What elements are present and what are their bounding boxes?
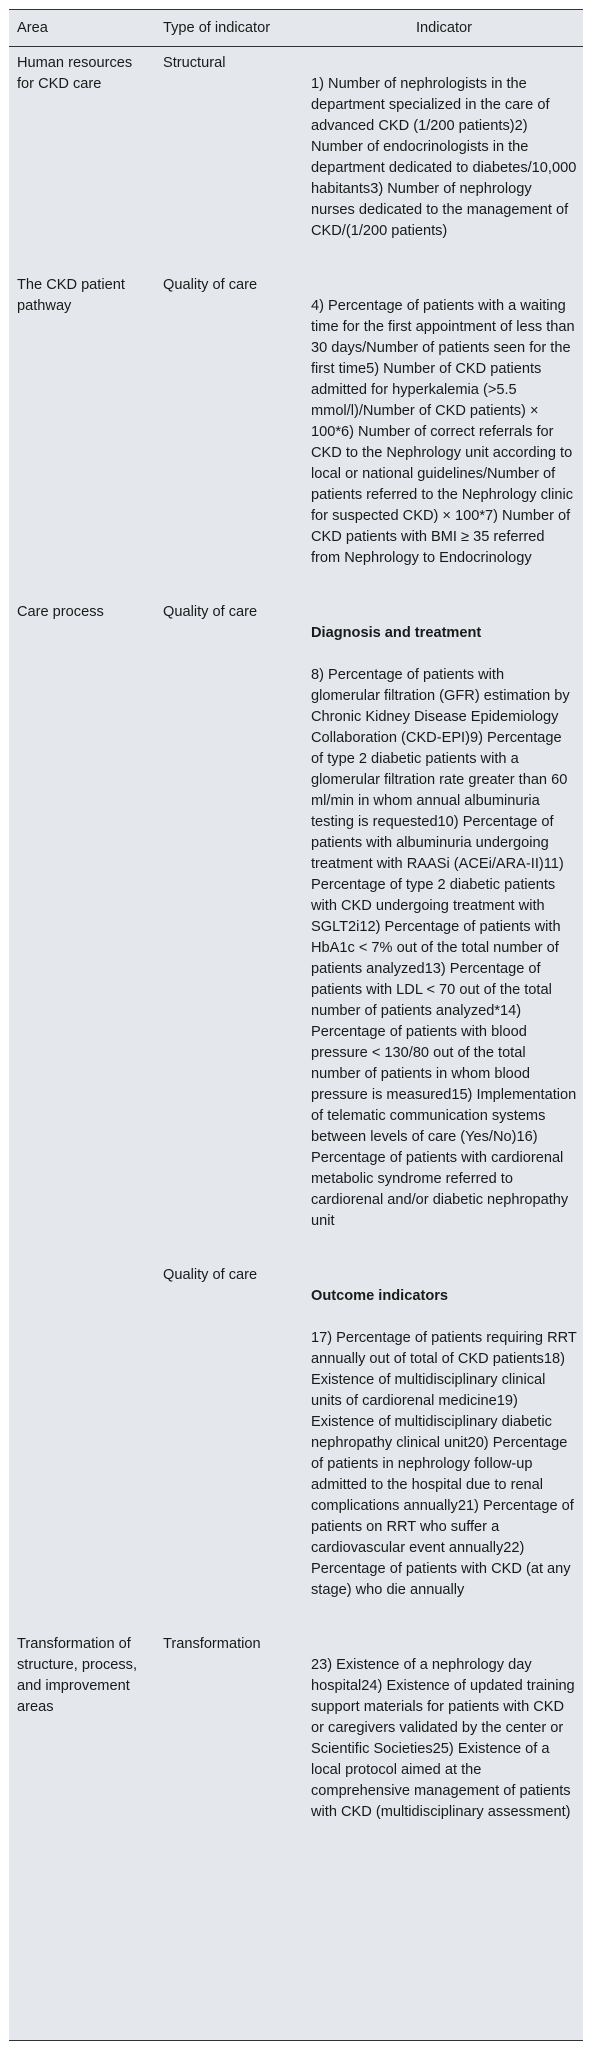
cell-indicator (305, 596, 583, 1259)
cell-type: Transformation (163, 1636, 261, 1652)
indicators-table-container (9, 9, 583, 2041)
cell-indicator (305, 269, 583, 596)
indicator-text: 17) Percentage of patients requiring RRT annually out of total of CKD patients18) Existence of multidisciplinary clinical units of cardiorenal medicine19) Existence of multidisciplinary diabetic nephropathy clinical unit20) Percentage of patients in nephrology follow-up admitted to the hospital due to renal complications annually21) Percentage of patients on RRT who suffer a cardiovascular event annually22) Percentage of patients with CKD (at any stage) who die annually (311, 1330, 577, 1598)
cell-area: Transformation of structure, process, and improvement areas (17, 1636, 138, 1715)
indicator-subheading: Outcome indicators (311, 1288, 449, 1304)
cell-type: Quality of care (163, 604, 258, 620)
indicator-text: 4) Percentage of patients with a waiting time for the first appointment of less than 30 days/Number of patients seen for the first time5) Number of CKD patients admitted for hyperkalemia (>5.5 mmol/l)/Number of CKD patients) × 100*6) Number of correct referrals for CKD to the Nephrology unit according to local or national guidelines/Number of patients referred to the Nephrology clinic for suspected CKD) × 100*7) Number of CKD patients with BMI ≥ 35 referred from Nephrology to Endocrinology (311, 298, 575, 566)
cell-indicator (305, 1628, 583, 1850)
cell-type: Quality of care (163, 1267, 258, 1283)
cell-indicator (305, 47, 583, 270)
cell-area (9, 1259, 155, 1628)
cell-indicator (305, 1259, 583, 1628)
indicator-subheading: Diagnosis and treatment (311, 625, 482, 641)
table-row (9, 596, 583, 1259)
indicators-table (9, 10, 583, 1850)
header-indicator: Indicator (305, 10, 583, 47)
cell-area: Care process (17, 604, 104, 620)
cell-type: Quality of care (163, 277, 258, 293)
table-row (9, 1628, 583, 1850)
header-type: Type of indicator (155, 10, 305, 47)
indicator-text: 1) Number of nephrologists in the department specialized in the care of advanced CKD (1/200 patients)2) Number of endocrinologists in the department dedicated to diabetes/10,000 habitants3) Number of nephrology nurses dedicated to the management of CKD/(1/200 patients) (311, 76, 577, 239)
header-row (9, 10, 583, 47)
indicator-text: 23) Existence of a nephrology day hospital24) Existence of updated training support materials for patients with CKD or caregivers validated by the center or Scientific Societies25) Existence of a local protocol aimed at the comprehensive management of patients with CKD (multidisciplinary assessment) (311, 1657, 575, 1820)
cell-type: Structural (163, 55, 226, 71)
cell-area: The CKD patient pathway (17, 277, 125, 314)
table-row (9, 269, 583, 596)
header-area: Area (9, 10, 155, 47)
cell-area: Human resources for CKD care (17, 55, 133, 92)
table-row (9, 47, 583, 270)
table-row (9, 1259, 583, 1628)
indicator-text: 8) Percentage of patients with glomerular filtration (GFR) estimation by Chronic Kidney Disease Epidemiology Collaboration (CKD-EPI)9) Percentage of type 2 diabetic patients with a glomerular filtration rate greater than 60 ml/min in whom annual albuminuria testing is requested10) Percentage of patients with albuminuria undergoing treatment with RAASi (ACEi/ARA-II)11) Percentage of type 2 diabetic patients with CKD undergoing treatment with SGLT2i12) Percentage of patients with HbA1c < 7% out of the total number of patients analyzed13) Percentage of patients with LDL < 70 out of the total number of patients analyzed*14) Percentage of patients with blood pressure < 130/80 out of the total number of patients in whom blood pressure is measured15) Implementation of telematic communication systems between levels of care (Yes/No)16) Percentage of patients with cardiorenal metabolic syndrome referred to cardiorenal and/or diabetic nephropathy unit (311, 667, 577, 1229)
